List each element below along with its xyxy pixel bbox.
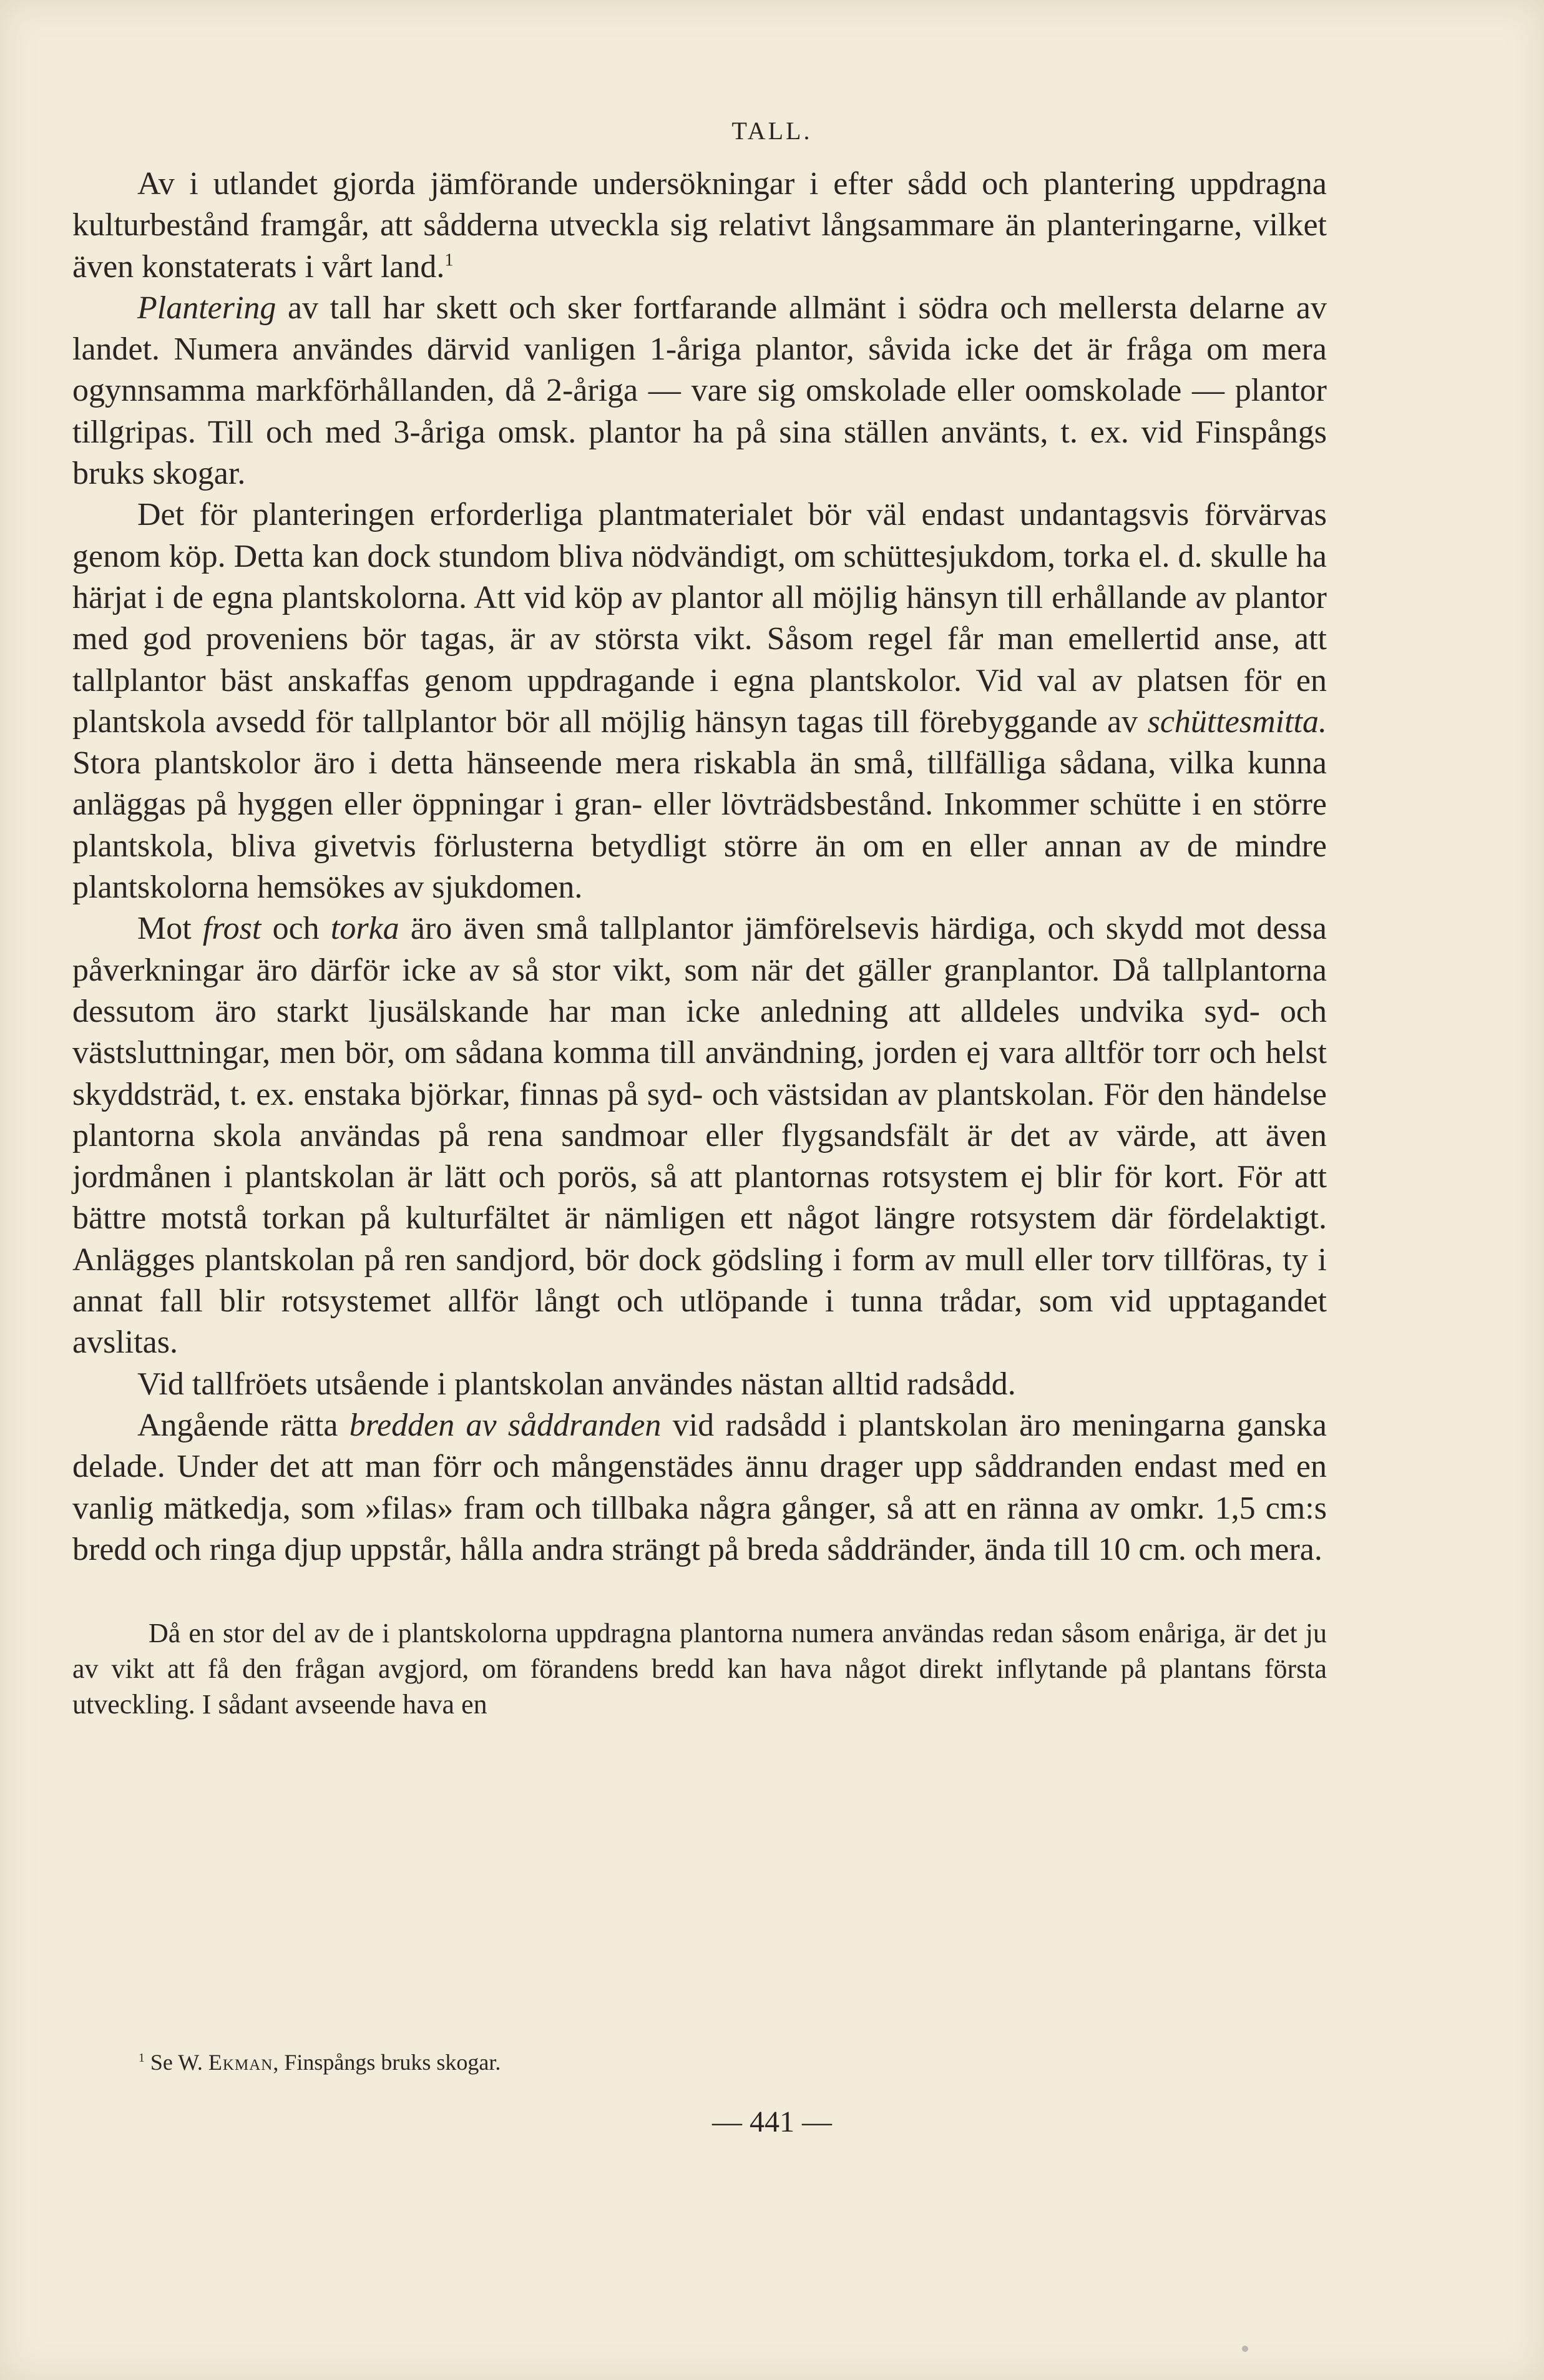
paragraph-4-text-c: äro även små tallplantor jämförelsevis härdiga, och skydd mot dessa påverkningar äro därför icke av så stor vikt, som när det gäller granplantor. Då tallplantorna dessutom äro starkt ljusälskande har man icke anledning att alldeles undvika syd- och västsluttningar, men bör, om sådana komma till användning, jorden ej vara alltför torr och helst skyddsträd, t. ex. enstaka björkar, finnas på syd- och västsidan av plantskolan. För den händelse plantorna skola användas på rena sandmoar eller flygsandsfält är det av värde, att även jordmånen i plantskolan är lätt och porös, så att plantornas rotsystem ej blir för kort. För att bättre motstå torkan på kulturfältet är nämligen ett något längre rotsystem där fördelaktigt. Anlägges plantskolan på ren sandjord, bör dock gödsling i form av mull eller torv tillföras, ty i annat fall blir rotsystemet allför långt och utlöpande i tunna trådar, som vid upptagandet avslitas. [72,911,1327,1361]
paragraph-4 [72,908,1327,1363]
term-schuttesmitta: schüttesmitta. [1147,703,1327,740]
footnote-text-b: , Finspångs bruks skogar. [273,2050,501,2075]
footnote [139,2049,501,2076]
footnote-author: Ekman [208,2050,273,2075]
running-head: TALL. [731,117,813,145]
paragraph-4-text-a: Mot [137,911,203,947]
paragraph-1 [72,164,1327,288]
paragraph-3 [72,494,1327,908]
footnote-reference: 1 [444,250,454,270]
small-print-text [72,1615,1327,1722]
paragraph-1-text: Av i utlandet gjorda jämförande undersökningar i efter sådd och plantering uppdragna kulturbestånd framgår, att sådderna utveckla sig relativt långsammare än planteringarne, vilket även konstaterats i vårt land. [72,166,1327,285]
paragraph-5 [72,1364,1327,1405]
paragraph-4-text-b: och [261,911,331,947]
paragraph-6 [72,1405,1327,1570]
term-torka: torka [330,911,399,947]
term-bredden: bredden av såddranden [349,1407,662,1443]
paragraph-2 [72,288,1327,494]
small-paragraph: Då en stor del av de i plantskolorna uppdragna plantorna numera användas redan såsom enåriga, är det ju av vikt att få den frågan avgjord, om förandens bredd kan hava något direkt inflytande på plantans första utveckling. I sådant avseende hava en [72,1618,1327,1720]
footnote-mark: 1 [139,2051,145,2065]
paragraph-5-text: Vid tallfröets utsående i plantskolan användes nästan alltid radsådd. [137,1366,1016,1402]
paragraph-2-text: av tall har skett och sker fortfarande allmänt i södra och mellersta delarne av landet. Numera användes därvid vanligen 1-åriga plantor, såvida icke det är fråga om mera ogynnsamma markförhållanden, då 2-åriga — vare sig omskolade eller oomskolade — plantor tillgripas. Till och med 3-åriga omsk. plantor ha på sina ställen använts, t. ex. vid Finspångs bruks skogar. [72,290,1327,492]
page-number: — 441 — [712,2105,832,2138]
paragraph-6-text-a: Angående rätta [137,1407,349,1443]
paragraph-6-text-b: vid radsådd i plantskolan äro meningarna ganska delade. Under det att man förr och mångenstädes ännu drager upp såddranden endast med en vanlig mätkedja, som »filas» fram och tillbaka några gånger, så att en ränna av omkr. 1,5 cm:s bredd och ringa djup uppstår, hålla andra strängt på breda såddränder, ända till 10 cm. och mera. [72,1407,1327,1567]
term-plantering: Plantering [137,290,276,326]
term-frost: frost [202,911,261,947]
body-text [72,164,1327,1570]
paragraph-3-text-b: Stora plantskolor äro i detta hänseende mera riskabla än små, tillfälliga sådana, vilka kunna anläggas på hyggen eller öppningar i gran- eller lövträdsbestånd. Inkommer schütte i en större plantskola, bliva givetvis förlusterna betydligt större än om en eller annan av de mindre plantskolorna hemsökes av sjukdomen. [72,745,1327,906]
footnote-text-a: Se W. [150,2050,208,2075]
paragraph-3-text-a: Det för planteringen erforderliga plantmaterialet bör väl endast undantagsvis förvärvas genom köp. Detta kan dock stundom bliva nödvändigt, om schüttesjukdom, torka el. d. skulle ha härjat i de egna plantskolorna. Att vid köp av plantor all möjlig hänsyn till erhållande av plantor med god proveniens bör tagas, är av största vikt. Såsom regel får man emellertid anse, att tallplantor bäst anskaffas genom uppdragande i egna plantskolor. Vid val av platsen för en plantskola avsedd för tallplantor bör all möjlig hänsyn tagas till förebyggande av [72,497,1327,740]
paper-speck [1242,2346,1248,2352]
main-text [72,164,1327,1722]
